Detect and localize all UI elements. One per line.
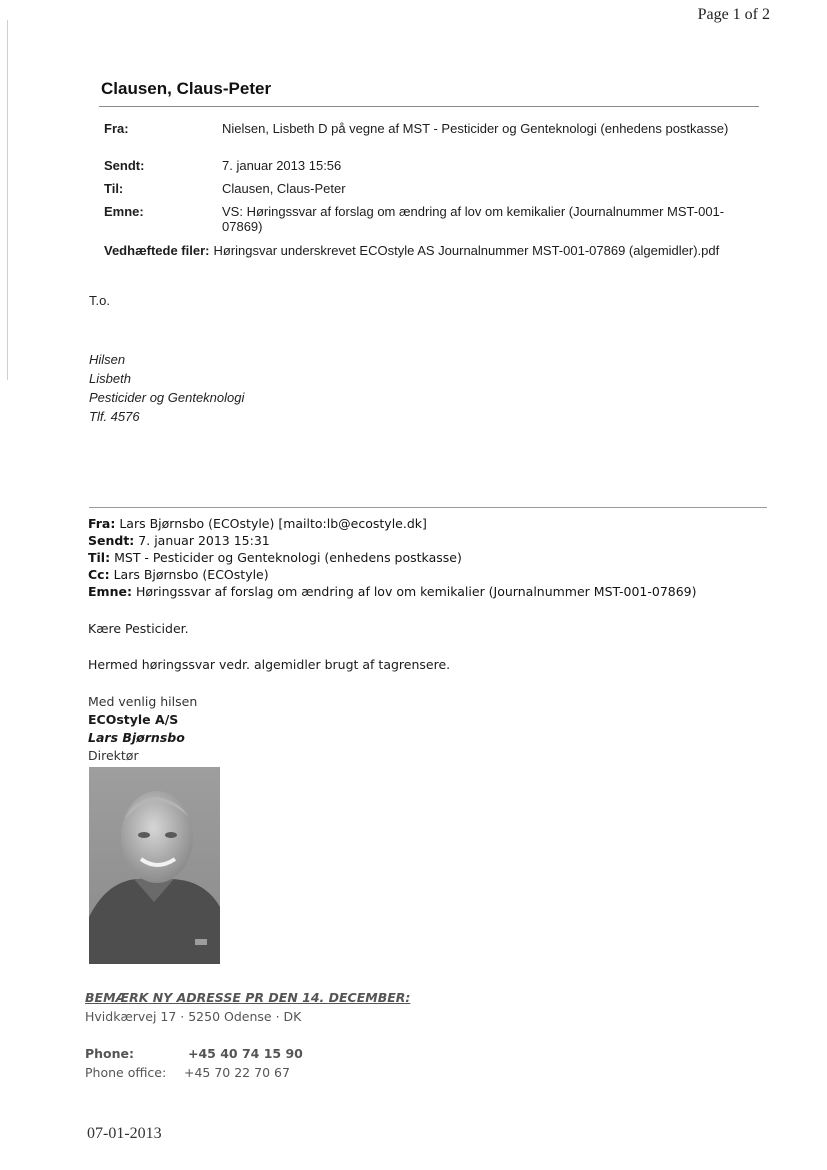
forward-divider — [89, 507, 767, 508]
header-label: Emne: — [104, 204, 144, 219]
signature-line: Tlf. 4576 — [89, 409, 140, 424]
header-label: Til: — [104, 181, 124, 196]
company-name: ECOstyle A/S — [88, 712, 179, 727]
signer-name: Lars Bjørnsbo — [88, 730, 185, 745]
address: Hvidkærvej 17 · 5250 Odense · DK — [85, 1009, 302, 1024]
header-value: VS: Høringssvar af forslag om ændring af lov om kemikalier (Journalnummer MST-001-07869) — [222, 204, 725, 234]
signer-role: Direktør — [88, 748, 139, 763]
attachment-link[interactable]: Høringsvar underskrevet ECOstyle AS Journalnummer MST-001-07869 (algemidler).pdf — [213, 243, 720, 258]
header-label: Vedhæftede filer: — [104, 243, 210, 258]
address-notice: BEMÆRK NY ADRESSE PR DEN 14. DECEMBER: — [85, 990, 411, 1005]
forwarded-headers — [88, 515, 697, 600]
salutation: Kære Pesticider. — [88, 621, 189, 636]
footer-date: 07-01-2013 — [87, 1125, 162, 1142]
signature-line: Pesticider og Genteknologi — [89, 390, 245, 405]
header-to — [104, 181, 744, 196]
forwarded-sent: Sendt: 7. januar 2013 15:31 — [88, 533, 270, 548]
phone-number[interactable]: +45 40 74 15 90 — [188, 1046, 303, 1061]
signature-line: Lisbeth — [89, 371, 131, 386]
forwarded-to: Til: MST - Pesticider og Genteknologi (enhedens postkasse) — [88, 550, 462, 565]
header-subject — [104, 204, 744, 234]
body-paragraph: Hermed høringssvar vedr. algemidler brugt af tagrensere. — [88, 657, 451, 672]
page-number: Page 1 of 2 — [697, 6, 770, 23]
header-from — [104, 121, 744, 136]
header-value: 7. januar 2013 15:56 — [222, 158, 342, 173]
portrait-photo — [89, 767, 220, 964]
header-value: Nielsen, Lisbeth D på vegne af MST - Pesticider og Genteknologi (enhedens postkasse) — [222, 121, 729, 136]
office-phone-label: Phone office: — [85, 1065, 167, 1080]
sender-link[interactable]: Lars Bjørnsbo (ECOstyle) [mailto:lb@ecostyle.dk] — [119, 516, 427, 531]
phone-row — [85, 1046, 303, 1061]
office-phone-row — [85, 1065, 290, 1080]
header-label: Fra: — [104, 121, 129, 136]
mail-title: Clausen, Claus-Peter — [101, 79, 272, 98]
signature-block — [89, 350, 244, 426]
header-value: Clausen, Claus-Peter — [222, 181, 346, 196]
scan-edge-line — [7, 20, 8, 380]
title-divider — [99, 106, 759, 107]
header-label: Sendt: — [104, 158, 145, 173]
closing-block — [88, 693, 197, 765]
forwarded-cc: Cc: Lars Bjørnsbo (ECOstyle) — [88, 567, 269, 582]
phone-label: Phone: — [85, 1046, 135, 1061]
forwarded-from: Fra: Lars Bjørnsbo (ECOstyle) [mailto:lb@ecostyle.dk] — [88, 516, 427, 531]
office-phone-number[interactable]: +45 70 22 70 67 — [184, 1065, 290, 1080]
closing-text: Med venlig hilsen — [88, 694, 198, 709]
signature-line: Hilsen — [89, 352, 126, 367]
forwarded-subject: Emne: Høringssvar af forslag om ændring af lov om kemikalier (Journalnummer MST-001-07869) — [88, 584, 697, 599]
header-attachments — [104, 243, 744, 258]
greeting: T.o. — [89, 293, 110, 308]
header-sent — [104, 158, 744, 173]
